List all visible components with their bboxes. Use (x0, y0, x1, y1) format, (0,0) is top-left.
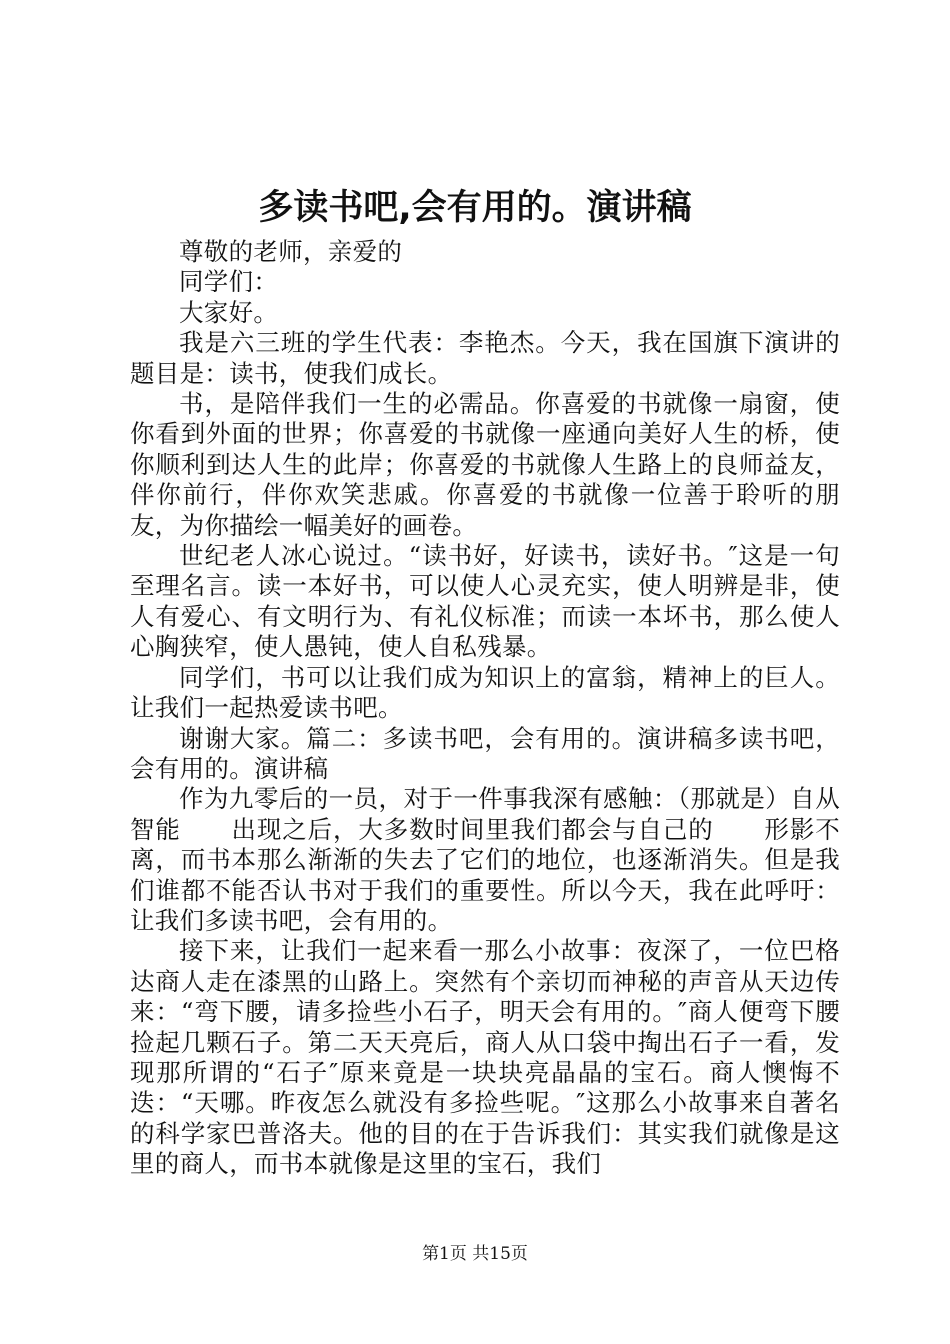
document-body (130, 237, 840, 1180)
paragraph-story: 接下来，让我们一起来看一那么小故事：夜深了，一位巴格达商人走在漆黑的山路上。突然有个亲切而神秘的声音从天边传来：“弯下腰，请多捡些小石子，明天会有用的。″商人便弯下腰捡起几颗石子。第二天天亮后，商人从口袋中掏出石子一看，发现那所谓的“石子″原来竟是一块块亮晶晶的宝石。商人懊悔不迭：“天哪。昨夜怎么就没有多捡些呢。″这那么小故事来自著名的科学家巴普洛夫。他的目的在于告诉我们：其实我们就像是这里的商人，而书本就像是这里的宝石，我们 (130, 936, 840, 1179)
paragraph-greeting-students: 同学们： (179, 267, 279, 297)
paragraph-intro: 我是六三班的学生代表：李艳杰。今天，我在国旗下演讲的题目是：读书，使我们成长。 (130, 328, 840, 388)
paragraph-bingxin-quote: 世纪老人冰心说过。“读书好，好读书，读好书。″这是一句至理名言。读一本好书，可以使人心灵充实，使人明辨是非，使人有爱心、有文明行为、有礼仪标准；而读一本坏书，那么使人心胸狭窄，使人愚钝，使人自私残暴。 (130, 541, 840, 662)
page-title: 多读书吧,会有用的。演讲稿 (258, 188, 692, 228)
paragraph-books-companion: 书，是陪伴我们一生的必需品。你喜爱的书就像一扇窗，使你看到外面的世界；你喜爱的书就像一座通向美好人生的桥，使你顺利到达人生的此岸；你喜爱的书就像人生路上的良师益友，伴你前行，伴你欢笑悲戚。你喜爱的书就像一位善于聆听的朋友，为你描绘一幅美好的画卷。 (130, 389, 840, 540)
paragraph-greeting: 尊敬的老师，亲爱的 (179, 237, 403, 266)
page-number-footer: 第1页 共15页 (422, 1244, 528, 1264)
paragraph-knowledge: 同学们，书可以让我们成为知识上的富翁，精神上的巨人。让我们一起热爱读书吧。 (130, 662, 840, 723)
paragraph-post-90s: 作为九零后的一员，对于一件事我深有感触：（那就是）自从智能 出现之后，大多数时间里我们都会与自己的 形影不离，而书本那么渐渐的失去了它们的地位，也逐渐消失。但是我们谁都不能否认书对于我们的重要性。所以今天，我在此呼吁：让我们多读书吧，会有用的。 (130, 784, 840, 935)
paragraph-hello: 大家好。 (179, 297, 279, 327)
paragraph-thanks: 谢谢大家。篇二：多读书吧，会有用的。演讲稿多读书吧，会有用的。演讲稿 (130, 723, 840, 783)
